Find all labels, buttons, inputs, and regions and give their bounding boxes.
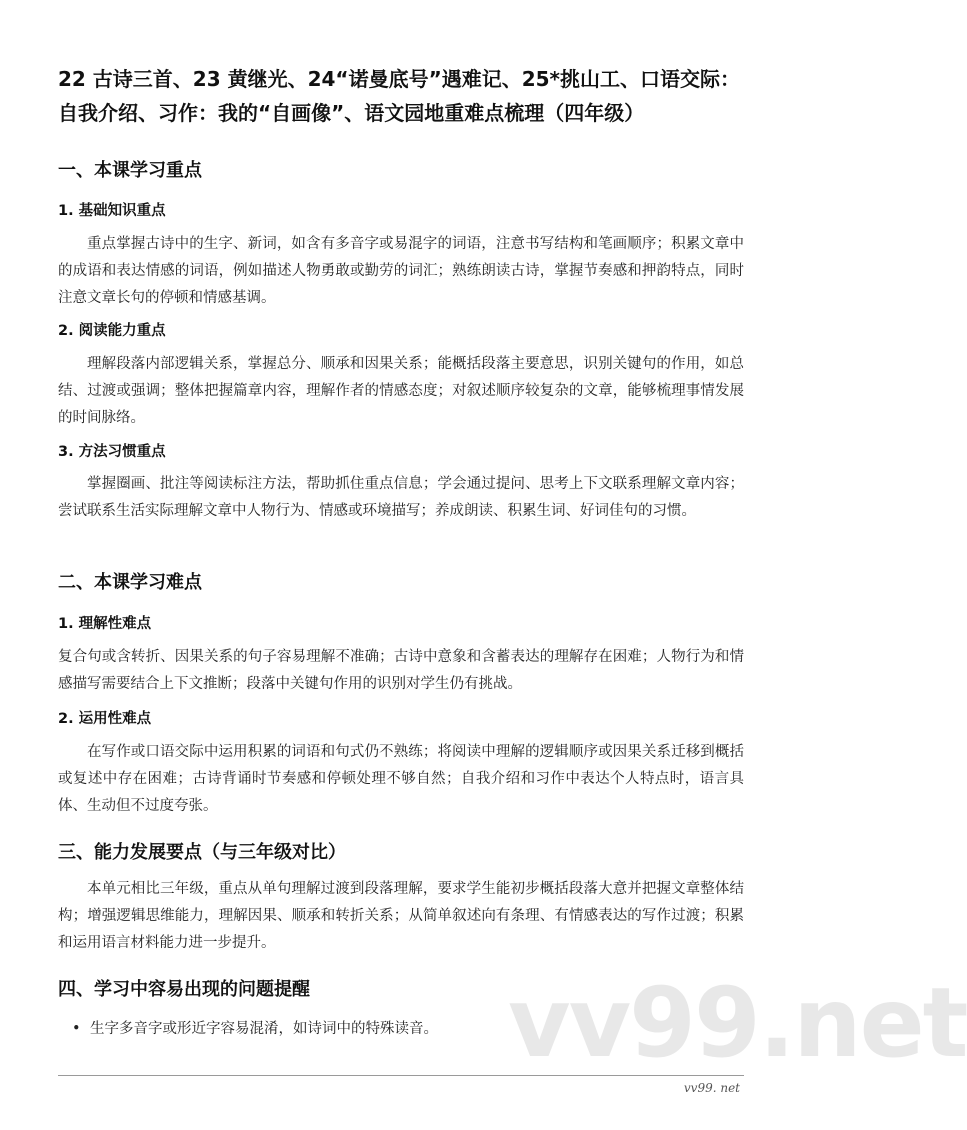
subsection-heading-comprehension-difficulty: 1. 理解性难点 [58,616,152,632]
paragraph-comprehension-difficulty: 复合句或含转折、因果关系的句子容易理解不准确；古诗中意象和含蓄表达的理解存在困难；人物行为和情感描写需要结合上下文推断；段落中关键句作用的识别对学生仍有挑战。 [58,649,744,692]
bullet-icon: • [72,1021,81,1037]
subsection-heading-basic-knowledge: 1. 基础知识重点 [58,203,166,219]
paragraph-basic-knowledge: 重点掌握古诗中的生字、新词，如含有多音字或易混字的词语，注意书写结构和笔画顺序；积累文章中的成语和表达情感的词语，例如描述人物勇敢或勤劳的词汇；熟练朗读古诗，掌握节奏感和押韵特点，同时注意文章长句的停顿和情感基调。 [58,236,744,306]
footer-divider [58,1075,744,1076]
section-heading-difficulties: 二、本课学习难点 [58,572,202,593]
list-item [72,1017,732,1041]
subsection-heading-method-habits: 3. 方法习惯重点 [58,444,166,460]
subsection-heading-application-difficulty: 2. 运用性难点 [58,711,152,727]
document-title: 22 古诗三首、23 黄继光、24“诺曼底号”遇难记、25*挑山工、口语交际：自我介绍、习作：我的“自画像”、语文园地重难点梳理（四年级） [58,67,741,125]
paragraph-ability-development: 本单元相比三年级，重点从单句理解过渡到段落理解，要求学生能初步概括段落大意并把握文章整体结构；增强逻辑思维能力，理解因果、顺承和转折关系；从简单叙述向有条理、有情感表达的写作过渡；积累和运用语言材料能力进一步提升。 [58,881,744,951]
paragraph-method-habits: 掌握圈画、批注等阅读标注方法，帮助抓住重点信息；学会通过提问、思考上下文联系理解文章内容；尝试联系生活实际理解文章中人物行为、情感或环境描写；养成朗读、积累生词、好词佳句的习惯。 [58,476,744,519]
footer-site: vv99. net [683,1081,740,1095]
watermark: vv99.net [508,967,967,1079]
subsection-heading-reading-ability: 2. 阅读能力重点 [58,323,166,339]
paragraph-reading-ability: 理解段落内部逻辑关系，掌握总分、顺承和因果关系；能概括段落主要意思，识别关键句的作用，如总结、过渡或强调；整体把握篇章内容，理解作者的情感态度；对叙述顺序较复杂的文章，能够梳理事情发展的时间脉络。 [58,356,744,426]
section-heading-ability-development: 三、能力发展要点（与三年级对比） [58,842,346,863]
paragraph-application-difficulty: 在写作或口语交际中运用积累的词语和句式仍不熟练；将阅读中理解的逻辑顺序或因果关系迁移到概括或复述中存在困难；古诗背诵时节奏感和停顿处理不够自然；自我介绍和习作中表达个人特点时，语言具体、生动但不过度夸张。 [58,744,744,814]
section-heading-key-points: 一、本课学习重点 [58,160,202,181]
list-item-text: 生字多音字或形近字容易混淆，如诗词中的特殊读音。 [90,1021,438,1037]
section-heading-common-problems: 四、学习中容易出现的问题提醒 [58,979,310,1000]
